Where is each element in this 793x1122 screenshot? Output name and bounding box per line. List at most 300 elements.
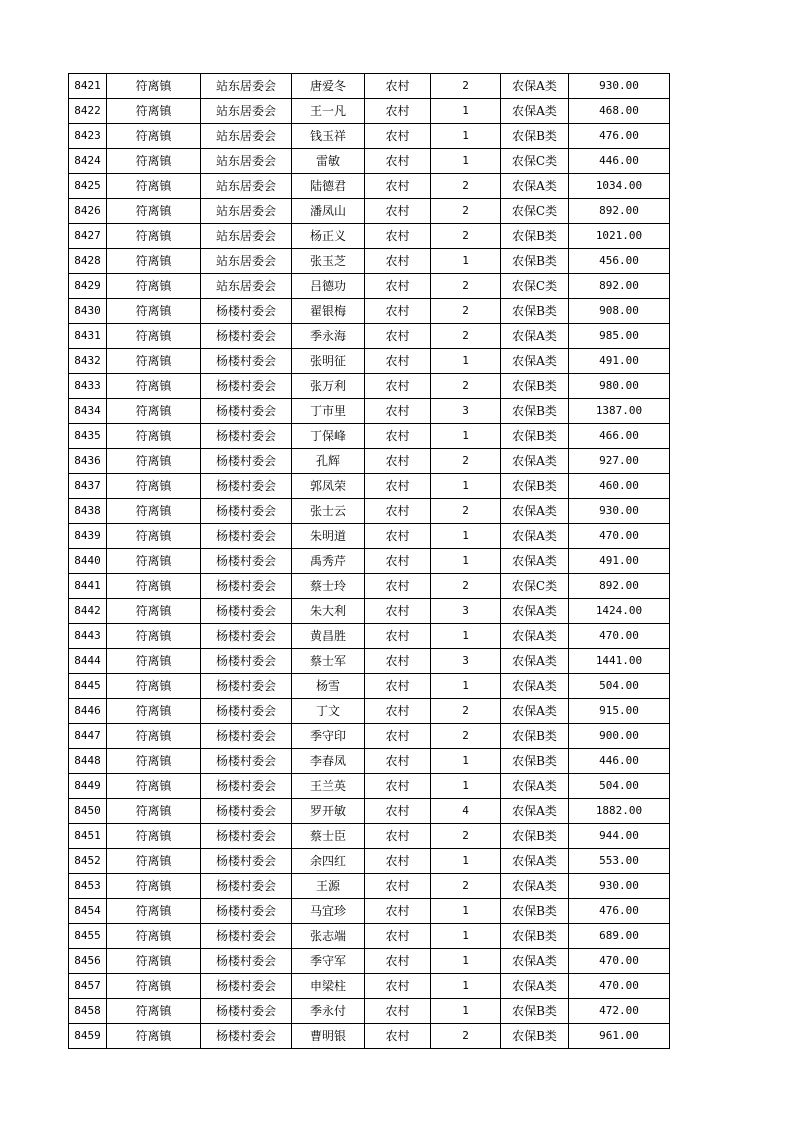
table-row xyxy=(69,199,670,224)
person-name-cell: 申梁柱 xyxy=(292,974,365,999)
amount-cell: 980.00 xyxy=(569,374,670,399)
insurance-category-cell: 农保B类 xyxy=(501,824,569,849)
row-number-cell: 8426 xyxy=(69,199,107,224)
town-name-cell: 符离镇 xyxy=(107,449,201,474)
town-name-cell: 符离镇 xyxy=(107,124,201,149)
amount-cell: 908.00 xyxy=(569,299,670,324)
table-row xyxy=(69,274,670,299)
amount-cell: 892.00 xyxy=(569,574,670,599)
committee-name-cell: 杨楼村委会 xyxy=(201,799,292,824)
table-row xyxy=(69,424,670,449)
area-type-cell: 农村 xyxy=(365,274,431,299)
row-number-cell: 8457 xyxy=(69,974,107,999)
row-number-cell: 8422 xyxy=(69,99,107,124)
insurance-category-cell: 农保A类 xyxy=(501,699,569,724)
row-number-cell: 8444 xyxy=(69,649,107,674)
town-name-cell: 符离镇 xyxy=(107,174,201,199)
household-count-cell: 3 xyxy=(431,599,501,624)
row-number-cell: 8459 xyxy=(69,1024,107,1049)
row-number-cell: 8448 xyxy=(69,749,107,774)
table-row xyxy=(69,624,670,649)
town-name-cell: 符离镇 xyxy=(107,649,201,674)
person-name-cell: 蔡士军 xyxy=(292,649,365,674)
household-count-cell: 2 xyxy=(431,449,501,474)
household-count-cell: 1 xyxy=(431,774,501,799)
committee-name-cell: 杨楼村委会 xyxy=(201,999,292,1024)
person-name-cell: 唐爱冬 xyxy=(292,74,365,99)
area-type-cell: 农村 xyxy=(365,524,431,549)
amount-cell: 930.00 xyxy=(569,74,670,99)
household-count-cell: 1 xyxy=(431,424,501,449)
town-name-cell: 符离镇 xyxy=(107,674,201,699)
row-number-cell: 8447 xyxy=(69,724,107,749)
area-type-cell: 农村 xyxy=(365,99,431,124)
row-number-cell: 8425 xyxy=(69,174,107,199)
insurance-category-cell: 农保B类 xyxy=(501,374,569,399)
household-count-cell: 2 xyxy=(431,499,501,524)
household-count-cell: 2 xyxy=(431,874,501,899)
amount-cell: 504.00 xyxy=(569,674,670,699)
table-row xyxy=(69,449,670,474)
committee-name-cell: 杨楼村委会 xyxy=(201,924,292,949)
committee-name-cell: 杨楼村委会 xyxy=(201,599,292,624)
committee-name-cell: 杨楼村委会 xyxy=(201,549,292,574)
committee-name-cell: 站东居委会 xyxy=(201,174,292,199)
table-row xyxy=(69,799,670,824)
town-name-cell: 符离镇 xyxy=(107,899,201,924)
household-count-cell: 1 xyxy=(431,149,501,174)
table-row xyxy=(69,74,670,99)
area-type-cell: 农村 xyxy=(365,899,431,924)
amount-cell: 491.00 xyxy=(569,549,670,574)
household-count-cell: 4 xyxy=(431,799,501,824)
table-row xyxy=(69,99,670,124)
person-name-cell: 季守军 xyxy=(292,949,365,974)
area-type-cell: 农村 xyxy=(365,574,431,599)
committee-name-cell: 杨楼村委会 xyxy=(201,299,292,324)
insurance-category-cell: 农保A类 xyxy=(501,774,569,799)
household-count-cell: 1 xyxy=(431,99,501,124)
amount-cell: 930.00 xyxy=(569,499,670,524)
person-name-cell: 杨雪 xyxy=(292,674,365,699)
committee-name-cell: 杨楼村委会 xyxy=(201,974,292,999)
row-number-cell: 8429 xyxy=(69,274,107,299)
amount-cell: 476.00 xyxy=(569,899,670,924)
household-count-cell: 2 xyxy=(431,324,501,349)
table-row xyxy=(69,824,670,849)
insurance-category-cell: 农保A类 xyxy=(501,74,569,99)
amount-cell: 446.00 xyxy=(569,749,670,774)
person-name-cell: 郭凤荣 xyxy=(292,474,365,499)
area-type-cell: 农村 xyxy=(365,249,431,274)
row-number-cell: 8455 xyxy=(69,924,107,949)
household-count-cell: 1 xyxy=(431,474,501,499)
area-type-cell: 农村 xyxy=(365,724,431,749)
row-number-cell: 8434 xyxy=(69,399,107,424)
town-name-cell: 符离镇 xyxy=(107,699,201,724)
insurance-category-cell: 农保A类 xyxy=(501,624,569,649)
household-count-cell: 2 xyxy=(431,174,501,199)
town-name-cell: 符离镇 xyxy=(107,999,201,1024)
person-name-cell: 丁市里 xyxy=(292,399,365,424)
town-name-cell: 符离镇 xyxy=(107,499,201,524)
row-number-cell: 8433 xyxy=(69,374,107,399)
area-type-cell: 农村 xyxy=(365,74,431,99)
household-count-cell: 1 xyxy=(431,524,501,549)
household-count-cell: 1 xyxy=(431,849,501,874)
table-row xyxy=(69,349,670,374)
committee-name-cell: 站东居委会 xyxy=(201,74,292,99)
committee-name-cell: 杨楼村委会 xyxy=(201,449,292,474)
town-name-cell: 符离镇 xyxy=(107,249,201,274)
area-type-cell: 农村 xyxy=(365,924,431,949)
person-name-cell: 王源 xyxy=(292,874,365,899)
committee-name-cell: 杨楼村委会 xyxy=(201,949,292,974)
area-type-cell: 农村 xyxy=(365,699,431,724)
person-name-cell: 朱大利 xyxy=(292,599,365,624)
committee-name-cell: 杨楼村委会 xyxy=(201,874,292,899)
person-name-cell: 李春凤 xyxy=(292,749,365,774)
area-type-cell: 农村 xyxy=(365,749,431,774)
area-type-cell: 农村 xyxy=(365,799,431,824)
amount-cell: 470.00 xyxy=(569,974,670,999)
amount-cell: 927.00 xyxy=(569,449,670,474)
area-type-cell: 农村 xyxy=(365,399,431,424)
row-number-cell: 8441 xyxy=(69,574,107,599)
row-number-cell: 8427 xyxy=(69,224,107,249)
committee-name-cell: 杨楼村委会 xyxy=(201,674,292,699)
person-name-cell: 孔辉 xyxy=(292,449,365,474)
insurance-category-cell: 农保B类 xyxy=(501,999,569,1024)
person-name-cell: 张万利 xyxy=(292,374,365,399)
table-row xyxy=(69,149,670,174)
insurance-category-cell: 农保B类 xyxy=(501,424,569,449)
person-name-cell: 罗开敏 xyxy=(292,799,365,824)
insurance-category-cell: 农保A类 xyxy=(501,799,569,824)
table-row xyxy=(69,524,670,549)
amount-cell: 1034.00 xyxy=(569,174,670,199)
household-count-cell: 1 xyxy=(431,899,501,924)
area-type-cell: 农村 xyxy=(365,1024,431,1049)
amount-cell: 491.00 xyxy=(569,349,670,374)
person-name-cell: 季永海 xyxy=(292,324,365,349)
row-number-cell: 8430 xyxy=(69,299,107,324)
insurance-category-cell: 农保C类 xyxy=(501,274,569,299)
amount-cell: 456.00 xyxy=(569,249,670,274)
area-type-cell: 农村 xyxy=(365,449,431,474)
area-type-cell: 农村 xyxy=(365,974,431,999)
town-name-cell: 符离镇 xyxy=(107,799,201,824)
town-name-cell: 符离镇 xyxy=(107,199,201,224)
person-name-cell: 丁文 xyxy=(292,699,365,724)
amount-cell: 476.00 xyxy=(569,124,670,149)
table-row xyxy=(69,1024,670,1049)
area-type-cell: 农村 xyxy=(365,299,431,324)
table-row xyxy=(69,549,670,574)
insurance-category-cell: 农保A类 xyxy=(501,549,569,574)
committee-name-cell: 杨楼村委会 xyxy=(201,699,292,724)
committee-name-cell: 杨楼村委会 xyxy=(201,724,292,749)
amount-cell: 468.00 xyxy=(569,99,670,124)
area-type-cell: 农村 xyxy=(365,774,431,799)
area-type-cell: 农村 xyxy=(365,474,431,499)
town-name-cell: 符离镇 xyxy=(107,774,201,799)
person-name-cell: 王兰英 xyxy=(292,774,365,799)
table-row xyxy=(69,849,670,874)
person-name-cell: 杨正义 xyxy=(292,224,365,249)
table-row xyxy=(69,299,670,324)
person-name-cell: 季守印 xyxy=(292,724,365,749)
area-type-cell: 农村 xyxy=(365,624,431,649)
town-name-cell: 符离镇 xyxy=(107,724,201,749)
table-row xyxy=(69,474,670,499)
row-number-cell: 8451 xyxy=(69,824,107,849)
household-count-cell: 1 xyxy=(431,624,501,649)
area-type-cell: 农村 xyxy=(365,124,431,149)
table-row xyxy=(69,699,670,724)
area-type-cell: 农村 xyxy=(365,349,431,374)
person-name-cell: 张志端 xyxy=(292,924,365,949)
amount-cell: 472.00 xyxy=(569,999,670,1024)
committee-name-cell: 杨楼村委会 xyxy=(201,849,292,874)
person-name-cell: 陆德君 xyxy=(292,174,365,199)
table-row xyxy=(69,399,670,424)
committee-name-cell: 站东居委会 xyxy=(201,274,292,299)
table-row xyxy=(69,774,670,799)
town-name-cell: 符离镇 xyxy=(107,824,201,849)
insurance-category-cell: 农保A类 xyxy=(501,849,569,874)
committee-name-cell: 站东居委会 xyxy=(201,124,292,149)
table-row xyxy=(69,974,670,999)
amount-cell: 460.00 xyxy=(569,474,670,499)
table-row xyxy=(69,999,670,1024)
household-count-cell: 1 xyxy=(431,999,501,1024)
person-name-cell: 余四红 xyxy=(292,849,365,874)
insurance-category-cell: 农保B类 xyxy=(501,224,569,249)
insurance-category-cell: 农保A类 xyxy=(501,499,569,524)
town-name-cell: 符离镇 xyxy=(107,874,201,899)
row-number-cell: 8456 xyxy=(69,949,107,974)
person-name-cell: 曹明银 xyxy=(292,1024,365,1049)
area-type-cell: 农村 xyxy=(365,549,431,574)
town-name-cell: 符离镇 xyxy=(107,299,201,324)
person-name-cell: 翟银梅 xyxy=(292,299,365,324)
town-name-cell: 符离镇 xyxy=(107,749,201,774)
committee-name-cell: 杨楼村委会 xyxy=(201,774,292,799)
amount-cell: 1882.00 xyxy=(569,799,670,824)
town-name-cell: 符离镇 xyxy=(107,624,201,649)
table-body xyxy=(69,74,670,1049)
insurance-category-cell: 农保A类 xyxy=(501,949,569,974)
town-name-cell: 符离镇 xyxy=(107,374,201,399)
area-type-cell: 农村 xyxy=(365,499,431,524)
person-name-cell: 潘凤山 xyxy=(292,199,365,224)
insurance-category-cell: 农保A类 xyxy=(501,599,569,624)
town-name-cell: 符离镇 xyxy=(107,324,201,349)
row-number-cell: 8443 xyxy=(69,624,107,649)
table-row xyxy=(69,574,670,599)
table-row xyxy=(69,649,670,674)
person-name-cell: 丁保峰 xyxy=(292,424,365,449)
table-row xyxy=(69,924,670,949)
amount-cell: 553.00 xyxy=(569,849,670,874)
committee-name-cell: 站东居委会 xyxy=(201,99,292,124)
area-type-cell: 农村 xyxy=(365,224,431,249)
insurance-category-cell: 农保A类 xyxy=(501,99,569,124)
town-name-cell: 符离镇 xyxy=(107,349,201,374)
town-name-cell: 符离镇 xyxy=(107,924,201,949)
insurance-category-cell: 农保B类 xyxy=(501,899,569,924)
amount-cell: 915.00 xyxy=(569,699,670,724)
amount-cell: 1387.00 xyxy=(569,399,670,424)
row-number-cell: 8440 xyxy=(69,549,107,574)
row-number-cell: 8421 xyxy=(69,74,107,99)
row-number-cell: 8452 xyxy=(69,849,107,874)
insurance-category-cell: 农保C类 xyxy=(501,574,569,599)
insurance-category-cell: 农保B类 xyxy=(501,124,569,149)
household-count-cell: 2 xyxy=(431,824,501,849)
town-name-cell: 符离镇 xyxy=(107,74,201,99)
amount-cell: 892.00 xyxy=(569,274,670,299)
person-name-cell: 张士云 xyxy=(292,499,365,524)
person-name-cell: 禹秀芹 xyxy=(292,549,365,574)
town-name-cell: 符离镇 xyxy=(107,949,201,974)
table-row xyxy=(69,949,670,974)
area-type-cell: 农村 xyxy=(365,199,431,224)
person-name-cell: 吕德功 xyxy=(292,274,365,299)
committee-name-cell: 杨楼村委会 xyxy=(201,749,292,774)
amount-cell: 470.00 xyxy=(569,624,670,649)
household-count-cell: 2 xyxy=(431,224,501,249)
insurance-category-cell: 农保C类 xyxy=(501,149,569,174)
insurance-category-cell: 农保A类 xyxy=(501,649,569,674)
person-name-cell: 张玉芝 xyxy=(292,249,365,274)
town-name-cell: 符离镇 xyxy=(107,549,201,574)
table-row xyxy=(69,724,670,749)
area-type-cell: 农村 xyxy=(365,949,431,974)
amount-cell: 985.00 xyxy=(569,324,670,349)
area-type-cell: 农村 xyxy=(365,849,431,874)
household-count-cell: 1 xyxy=(431,249,501,274)
row-number-cell: 8423 xyxy=(69,124,107,149)
amount-cell: 470.00 xyxy=(569,949,670,974)
area-type-cell: 农村 xyxy=(365,999,431,1024)
person-name-cell: 蔡士臣 xyxy=(292,824,365,849)
town-name-cell: 符离镇 xyxy=(107,424,201,449)
household-count-cell: 2 xyxy=(431,574,501,599)
committee-name-cell: 杨楼村委会 xyxy=(201,499,292,524)
committee-name-cell: 杨楼村委会 xyxy=(201,349,292,374)
insurance-category-cell: 农保A类 xyxy=(501,874,569,899)
amount-cell: 466.00 xyxy=(569,424,670,449)
row-number-cell: 8424 xyxy=(69,149,107,174)
town-name-cell: 符离镇 xyxy=(107,599,201,624)
area-type-cell: 农村 xyxy=(365,374,431,399)
table-row xyxy=(69,249,670,274)
amount-cell: 1424.00 xyxy=(569,599,670,624)
insurance-category-cell: 农保B类 xyxy=(501,299,569,324)
insurance-category-cell: 农保B类 xyxy=(501,399,569,424)
insurance-category-cell: 农保B类 xyxy=(501,1024,569,1049)
insurance-category-cell: 农保B类 xyxy=(501,924,569,949)
household-count-cell: 3 xyxy=(431,399,501,424)
row-number-cell: 8439 xyxy=(69,524,107,549)
town-name-cell: 符离镇 xyxy=(107,274,201,299)
household-count-cell: 1 xyxy=(431,949,501,974)
amount-cell: 1441.00 xyxy=(569,649,670,674)
household-count-cell: 2 xyxy=(431,1024,501,1049)
insurance-category-cell: 农保A类 xyxy=(501,974,569,999)
row-number-cell: 8446 xyxy=(69,699,107,724)
amount-cell: 961.00 xyxy=(569,1024,670,1049)
amount-cell: 446.00 xyxy=(569,149,670,174)
table-row xyxy=(69,499,670,524)
household-count-cell: 1 xyxy=(431,674,501,699)
town-name-cell: 符离镇 xyxy=(107,224,201,249)
committee-name-cell: 杨楼村委会 xyxy=(201,524,292,549)
row-number-cell: 8428 xyxy=(69,249,107,274)
person-name-cell: 黄昌胜 xyxy=(292,624,365,649)
area-type-cell: 农村 xyxy=(365,599,431,624)
row-number-cell: 8438 xyxy=(69,499,107,524)
household-count-cell: 1 xyxy=(431,349,501,374)
committee-name-cell: 杨楼村委会 xyxy=(201,474,292,499)
amount-cell: 504.00 xyxy=(569,774,670,799)
table-row xyxy=(69,124,670,149)
table-row xyxy=(69,874,670,899)
person-name-cell: 雷敏 xyxy=(292,149,365,174)
row-number-cell: 8437 xyxy=(69,474,107,499)
insurance-category-cell: 农保A类 xyxy=(501,174,569,199)
household-count-cell: 2 xyxy=(431,724,501,749)
person-name-cell: 马宜珍 xyxy=(292,899,365,924)
committee-name-cell: 站东居委会 xyxy=(201,149,292,174)
committee-name-cell: 杨楼村委会 xyxy=(201,624,292,649)
town-name-cell: 符离镇 xyxy=(107,524,201,549)
household-count-cell: 2 xyxy=(431,74,501,99)
town-name-cell: 符离镇 xyxy=(107,1024,201,1049)
insurance-category-cell: 农保B类 xyxy=(501,749,569,774)
committee-name-cell: 站东居委会 xyxy=(201,224,292,249)
committee-name-cell: 杨楼村委会 xyxy=(201,899,292,924)
committee-name-cell: 杨楼村委会 xyxy=(201,574,292,599)
person-name-cell: 张明征 xyxy=(292,349,365,374)
household-count-cell: 2 xyxy=(431,274,501,299)
row-number-cell: 8450 xyxy=(69,799,107,824)
household-count-cell: 1 xyxy=(431,549,501,574)
row-number-cell: 8454 xyxy=(69,899,107,924)
town-name-cell: 符离镇 xyxy=(107,574,201,599)
town-name-cell: 符离镇 xyxy=(107,974,201,999)
area-type-cell: 农村 xyxy=(365,149,431,174)
household-count-cell: 1 xyxy=(431,924,501,949)
row-number-cell: 8442 xyxy=(69,599,107,624)
area-type-cell: 农村 xyxy=(365,174,431,199)
area-type-cell: 农村 xyxy=(365,324,431,349)
insurance-category-cell: 农保C类 xyxy=(501,199,569,224)
household-count-cell: 1 xyxy=(431,124,501,149)
table-row xyxy=(69,599,670,624)
insurance-category-cell: 农保A类 xyxy=(501,449,569,474)
person-name-cell: 蔡士玲 xyxy=(292,574,365,599)
table-row xyxy=(69,224,670,249)
table-row xyxy=(69,899,670,924)
household-count-cell: 2 xyxy=(431,199,501,224)
committee-name-cell: 杨楼村委会 xyxy=(201,824,292,849)
insurance-category-cell: 农保B类 xyxy=(501,474,569,499)
committee-name-cell: 杨楼村委会 xyxy=(201,649,292,674)
committee-name-cell: 杨楼村委会 xyxy=(201,324,292,349)
